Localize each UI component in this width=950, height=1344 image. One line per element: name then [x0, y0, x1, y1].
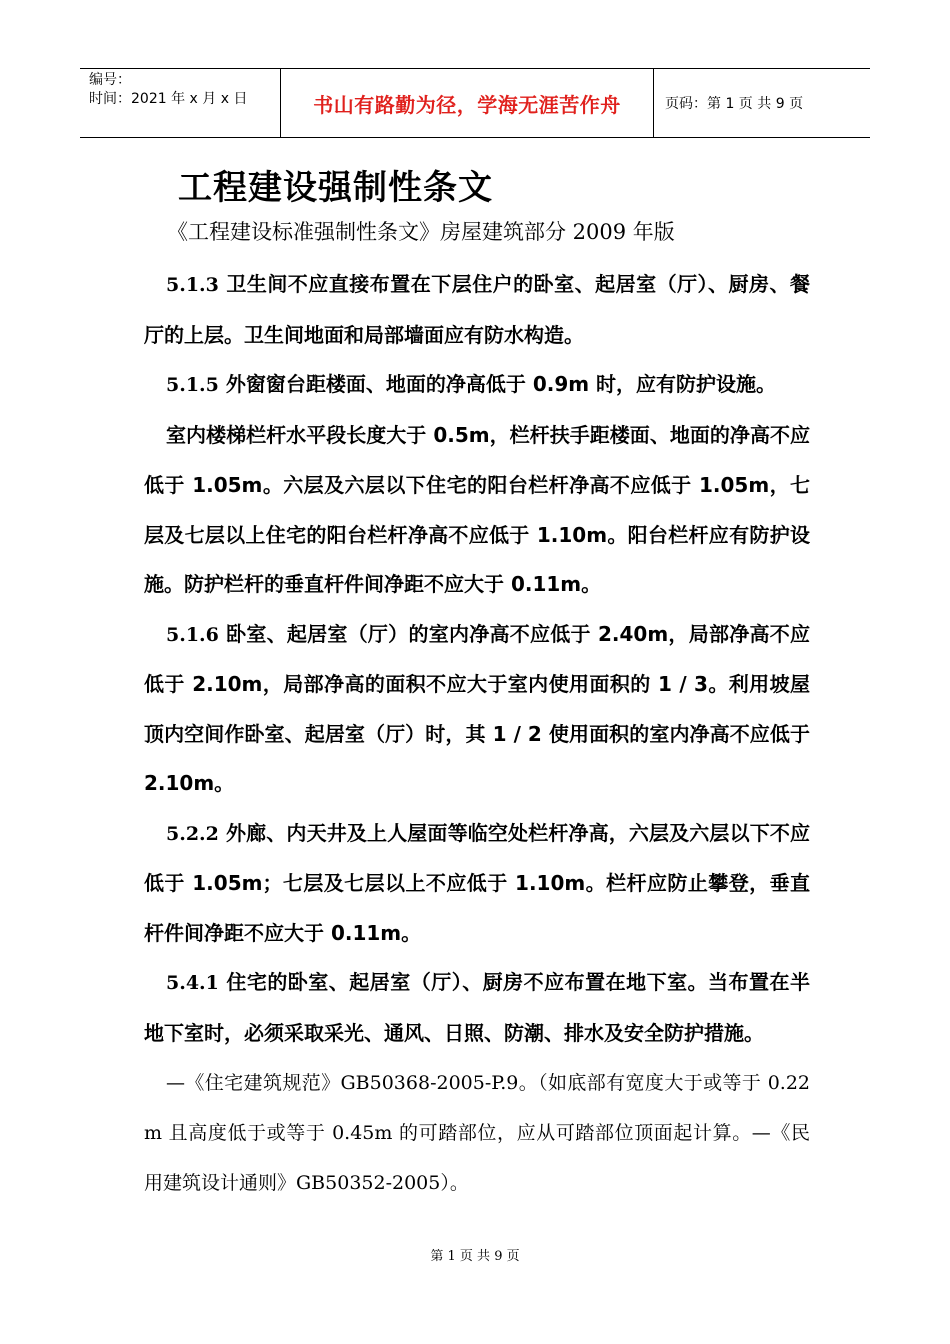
document-body: [144, 260, 810, 1208]
clause-text: 外窗窗台距楼面、地面的净高低于 0.9m 时，应有防护设施。: [218, 372, 777, 396]
clause-paragraph: [144, 958, 810, 1058]
clause-number: 5.1.6: [166, 623, 219, 646]
clause-text: 室内楼梯栏杆水平段长度大于 0.5m，栏杆扶手距楼面、地面的净高不应低于 1.05m。六层及六层以下住宅的阳台栏杆净高不应低于 1.05m，七层及七层以上住宅的阳台栏杆净高不应低于 1.10m。阳台栏杆应有防护设施。防护栏杆的垂直杆件间净距不应大于 0.11m。: [144, 422, 810, 596]
clause-number: 5.1.3: [166, 274, 219, 296]
clause-paragraph: [144, 809, 810, 959]
motto-text: 书山有路勤为径，学海无涯苦作舟: [313, 92, 621, 117]
clause-text: 外廊、内天井及上人屋面等临空处栏杆净高，六层及六层以下不应低于 1.05m；七层及七层以上不应低于 1.10m。栏杆应防止攀登，垂直杆件间净距不应大于 0.11m。: [144, 820, 810, 945]
header-meta: [80, 69, 281, 137]
clause-text: 卧室、起居室（厅）的室内净高不应低于 2.40m，局部净高不应低于 2.10m，局部净高的面积不应大于室内使用面积的 1 / 3。利用坡屋顶内空间作卧室、起居室（厅）时，其 1 / 2 使用面积的室内净高不应低于 2.10m。: [144, 621, 810, 795]
document-subtitle: 《工程建设标准强制性条文》房屋建筑部分 2009 年版: [167, 220, 675, 244]
clause-paragraph: [144, 610, 810, 809]
clause-text: 住宅的卧室、起居室（厅）、厨房不应布置在地下室。当布置在半地下室时，必须采取采光、通风、日照、防潮、排水及安全防护措施。: [144, 970, 810, 1045]
page-info-text: 页码：第 1 页 共 9 页: [665, 96, 804, 112]
clause-number: 5.4.1: [166, 972, 219, 994]
clause-number: 5.2.2: [166, 822, 219, 845]
reference-note: —《住宅建筑规范》GB50368-2005-P.9。（如底部有宽度大于或等于 0.22m 且高度低于或等于 0.45m 的可踏部位，应从可踏部位顶面起计算。—《民用建筑设计通则》GB50352-2005）。: [144, 1072, 810, 1194]
page-footer: 第 1 页 共 9 页: [430, 1249, 520, 1264]
clause-paragraph: [144, 260, 810, 360]
header-page-info: [654, 69, 870, 137]
document-title: 工程建设强制性条文: [178, 168, 493, 208]
header-motto-cell: [281, 69, 654, 137]
time-label: 时间：2021 年 x 月 x 日: [89, 91, 248, 107]
clause-text: 卫生间不应直接布置在下层住户的卧室、起居室（厅）、厨房、餐厅的上层。卫生间地面和局部墙面应有防水构造。: [144, 272, 810, 347]
clause-number: 5.1.5: [166, 374, 219, 396]
page-header: [80, 68, 870, 138]
clause-paragraph: [144, 411, 810, 610]
number-label: 编号：: [89, 72, 131, 88]
clause-paragraph: [144, 360, 810, 411]
